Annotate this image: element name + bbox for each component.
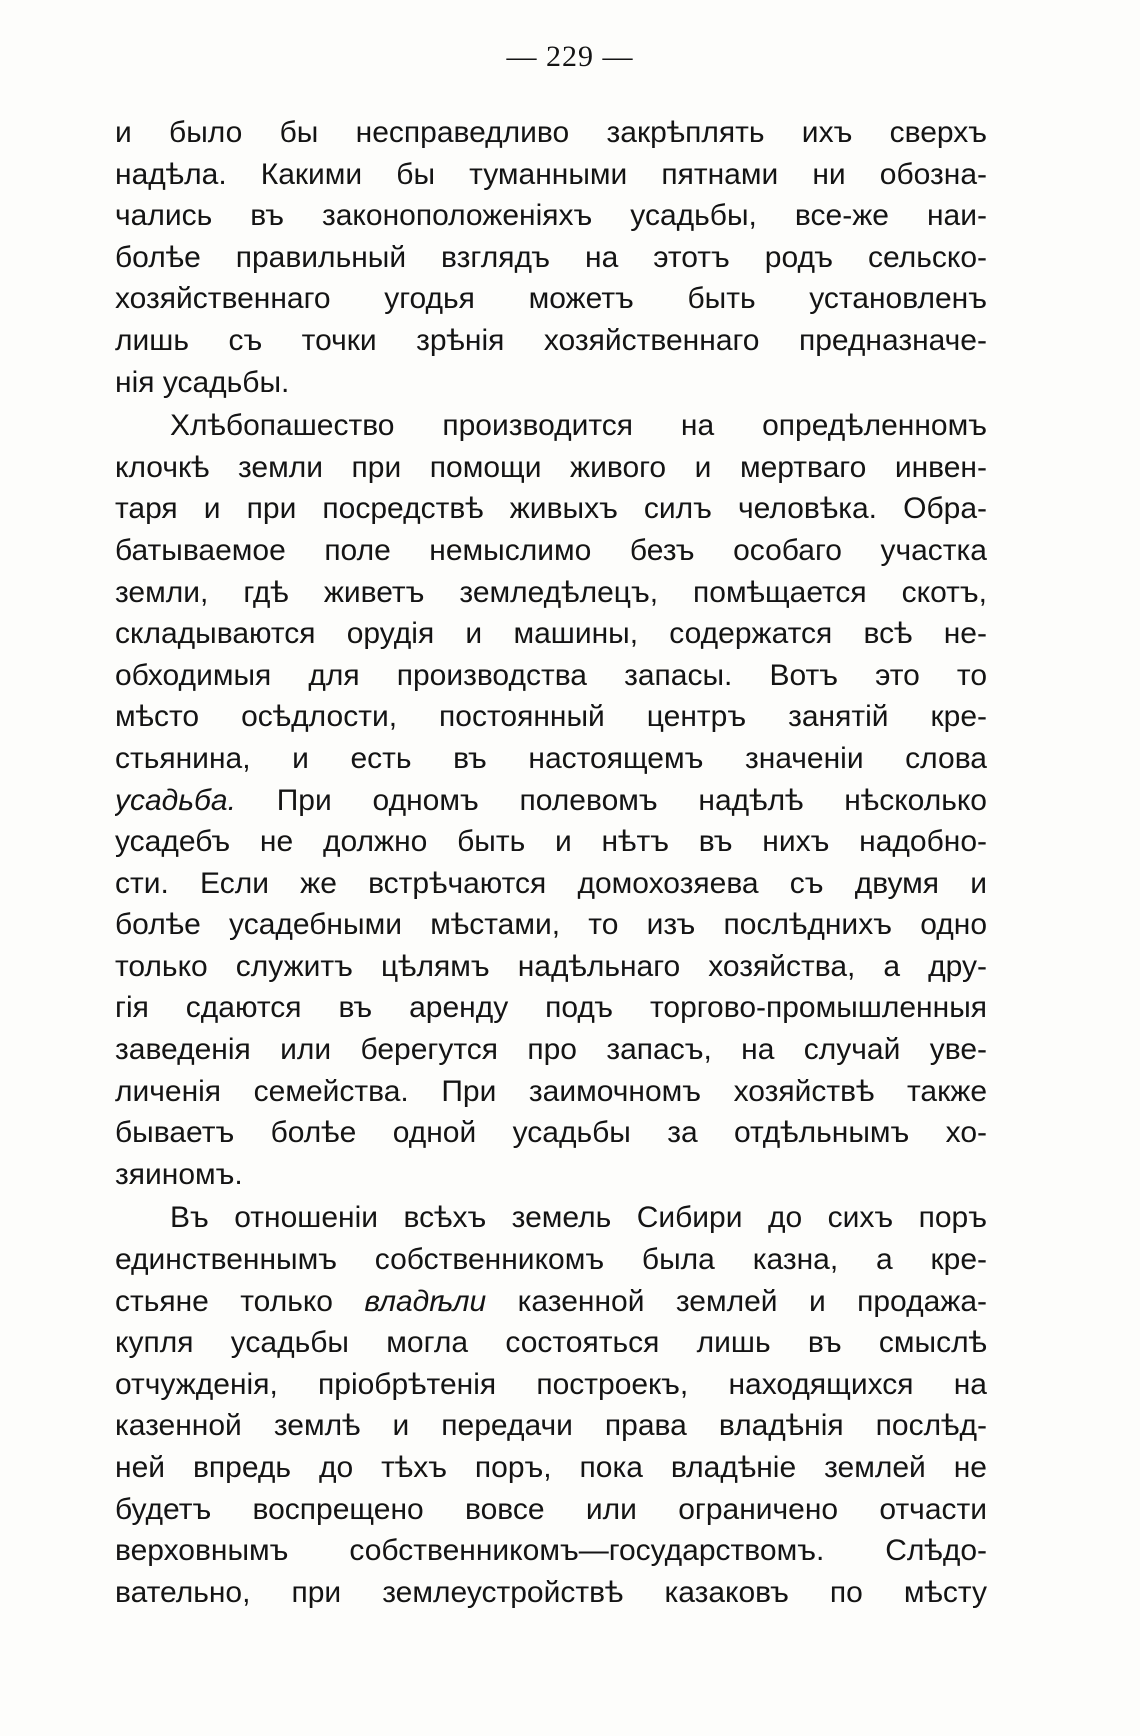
text-line: личенія семейства. При заимочномъ хозяйствѣ также	[115, 1074, 987, 1108]
text-line: нія усадьбы.	[115, 365, 290, 399]
text-line: надѣла. Какими бы туманными пятнами ни обозна-	[115, 157, 987, 191]
text-line: чались въ законоположеніяхъ усадьбы, все-же наи-	[115, 199, 987, 233]
text-line-with-italic	[115, 780, 987, 822]
italic-term: усадьба.	[115, 783, 236, 817]
text-line: земли, гдѣ живетъ земледѣлецъ, помѣщается скотъ,	[115, 575, 987, 609]
text-line: будетъ воспрещено вовсе или ограничено отчасти	[115, 1492, 987, 1526]
text-line: верховнымъ собственникомъ—государствомъ. Слѣдо-	[115, 1534, 987, 1568]
text-line: отчужденія, пріобрѣтенія построекъ, находящихся на	[115, 1367, 987, 1401]
text-fragment: При одномъ полевомъ надѣлѣ нѣсколько	[235, 783, 987, 817]
paragraph-3	[115, 1197, 987, 1613]
text-line: только служитъ цѣлямъ надѣльнаго хозяйства, а дру-	[115, 949, 987, 983]
text-line: казенной землѣ и передачи права владѣнія послѣд-	[115, 1409, 987, 1443]
paragraph-1	[115, 112, 987, 403]
text-fragment: казенной землей и продажа-	[486, 1284, 987, 1318]
text-line: хозяйственнаго угодья можетъ быть установленъ	[115, 282, 987, 316]
text-line: усадебъ не должно быть и нѣтъ въ нихъ надобно-	[115, 825, 987, 859]
text-line: Въ отношеніи всѣхъ земель Сибири до сихъ поръ	[170, 1201, 987, 1235]
text-line: мѣсто осѣдлости, постоянный центръ занятій кре-	[115, 700, 987, 734]
text-line-with-italic	[115, 1281, 987, 1323]
italic-term: владѣли	[364, 1284, 487, 1318]
text-line: Хлѣбопашество производится на опредѣленномъ	[170, 409, 987, 443]
text-line: купля усадьбы могла состояться лишь въ смыслѣ	[115, 1326, 987, 1360]
text-line: батываемое поле немыслимо безъ особаго участка	[115, 533, 987, 567]
text-line: гія сдаются въ аренду подъ торгово-промышленныя	[115, 991, 987, 1025]
text-line: вательно, при землеустройствѣ казаковъ по мѣсту	[115, 1575, 987, 1609]
text-fragment: стьяне только	[115, 1284, 365, 1318]
body-text	[115, 112, 987, 1613]
text-line: таря и при посредствѣ живыхъ силъ человѣка. Обра-	[115, 492, 987, 526]
text-line: складываются орудія и машины, содержатся всѣ не-	[115, 617, 987, 651]
text-line: обходимыя для производства запасы. Вотъ это то	[115, 658, 987, 692]
text-line: единственнымъ собственникомъ была казна, а кре-	[115, 1243, 987, 1277]
text-line: клочкѣ земли при помощи живого и мертваго инвен-	[115, 450, 987, 484]
text-line: лишь съ точки зрѣнія хозяйственнаго предназначе-	[115, 323, 987, 357]
text-line: зяиномъ.	[115, 1157, 243, 1191]
text-line: болѣе усадебными мѣстами, то изъ послѣднихъ одно	[115, 908, 987, 942]
text-line: ней впредь до тѣхъ поръ, пока владѣніе землей не	[115, 1451, 987, 1484]
text-line: стьянина, и есть въ настоящемъ значеніи слова	[115, 741, 987, 775]
text-line: сти. Если же встрѣчаются домохозяева съ двумя и	[115, 866, 987, 900]
text-line: бываетъ болѣе одной усадьбы за отдѣльнымъ хо-	[115, 1116, 987, 1150]
page-number: — 229 —	[506, 40, 634, 73]
text-line: и было бы несправедливо закрѣплять ихъ сверхъ	[115, 116, 987, 149]
paragraph-2	[115, 405, 987, 1195]
text-line: заведенія или берегутся про запасъ, на случай уве-	[115, 1033, 987, 1067]
text-line: болѣе правильный взглядъ на этотъ родъ сельско-	[115, 240, 987, 274]
